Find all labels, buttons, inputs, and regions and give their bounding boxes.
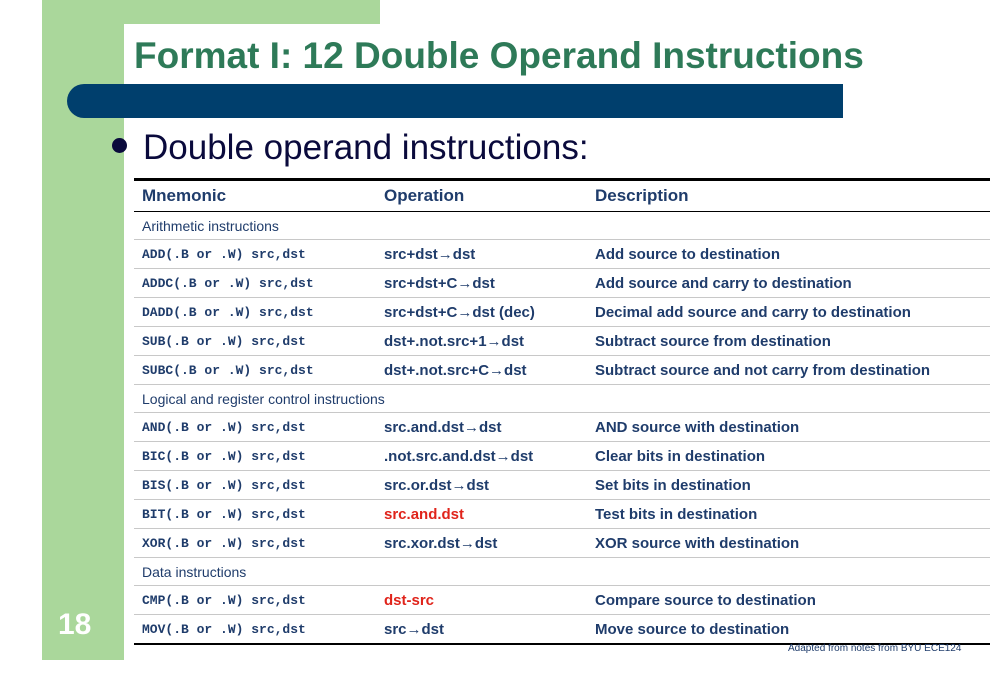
description-cell: AND source with destination (587, 413, 990, 442)
operation-cell: src+dst→dst (376, 240, 587, 269)
description-cell: Set bits in destination (587, 471, 990, 500)
slide-number: 18 (58, 608, 92, 641)
table-header-row (134, 180, 990, 212)
table-row (134, 240, 990, 269)
instruction-table-wrapper (134, 178, 990, 645)
table-row (134, 471, 990, 500)
mnemonic-cell: XOR(.B or .W) src,dst (134, 529, 376, 558)
mnemonic-cell: BIT(.B or .W) src,dst (134, 500, 376, 529)
section-label: Data instructions (134, 558, 990, 586)
operation-cell: src.xor.dst→dst (376, 529, 587, 558)
bullet-dot-icon (112, 138, 127, 153)
table-row (134, 298, 990, 327)
section-label: Arithmetic instructions (134, 212, 990, 240)
operation-cell: src+dst+C→dst (376, 269, 587, 298)
bullet-point (112, 128, 589, 168)
top-accent-bar (124, 0, 380, 24)
description-cell: Clear bits in destination (587, 442, 990, 471)
mnemonic-cell: MOV(.B or .W) src,dst (134, 615, 376, 645)
table-row (134, 442, 990, 471)
table-row (134, 529, 990, 558)
section-row (134, 385, 990, 413)
bullet-text: Double operand instructions: (143, 128, 589, 167)
footnote: Adapted from notes from BYU ECE124 (788, 643, 962, 654)
table-row (134, 356, 990, 385)
mnemonic-cell: ADD(.B or .W) src,dst (134, 240, 376, 269)
description-cell: Decimal add source and carry to destination (587, 298, 990, 327)
description-cell: XOR source with destination (587, 529, 990, 558)
title-rule (67, 84, 843, 118)
operation-cell: src.or.dst→dst (376, 471, 587, 500)
description-cell: Add source and carry to destination (587, 269, 990, 298)
operation-cell: src+dst+C→dst (dec) (376, 298, 587, 327)
section-row (134, 212, 990, 240)
table-body (134, 212, 990, 645)
operation-cell: dst-src (376, 586, 587, 615)
instruction-table (134, 178, 990, 645)
column-header-mnemonic: Mnemonic (134, 180, 376, 212)
table-row (134, 327, 990, 356)
operation-cell: dst+.not.src+1→dst (376, 327, 587, 356)
operation-cell: src.and.dst (376, 500, 587, 529)
table-row (134, 413, 990, 442)
description-cell: Subtract source from destination (587, 327, 990, 356)
column-header-operation: Operation (376, 180, 587, 212)
description-cell: Move source to destination (587, 615, 990, 645)
table-row (134, 269, 990, 298)
column-header-description: Description (587, 180, 990, 212)
table-row (134, 500, 990, 529)
section-label: Logical and register control instructions (134, 385, 990, 413)
description-cell: Test bits in destination (587, 500, 990, 529)
operation-cell: dst+.not.src+C→dst (376, 356, 587, 385)
mnemonic-cell: BIC(.B or .W) src,dst (134, 442, 376, 471)
table-row (134, 615, 990, 645)
mnemonic-cell: SUB(.B or .W) src,dst (134, 327, 376, 356)
section-row (134, 558, 990, 586)
mnemonic-cell: DADD(.B or .W) src,dst (134, 298, 376, 327)
mnemonic-cell: ADDC(.B or .W) src,dst (134, 269, 376, 298)
operation-cell: src→dst (376, 615, 587, 645)
operation-cell: src.and.dst→dst (376, 413, 587, 442)
slide-title: Format I: 12 Double Operand Instructions (134, 35, 864, 76)
mnemonic-cell: CMP(.B or .W) src,dst (134, 586, 376, 615)
description-cell: Subtract source and not carry from destination (587, 356, 990, 385)
table-row (134, 586, 990, 615)
description-cell: Add source to destination (587, 240, 990, 269)
mnemonic-cell: BIS(.B or .W) src,dst (134, 471, 376, 500)
operation-cell: .not.src.and.dst→dst (376, 442, 587, 471)
mnemonic-cell: AND(.B or .W) src,dst (134, 413, 376, 442)
description-cell: Compare source to destination (587, 586, 990, 615)
mnemonic-cell: SUBC(.B or .W) src,dst (134, 356, 376, 385)
